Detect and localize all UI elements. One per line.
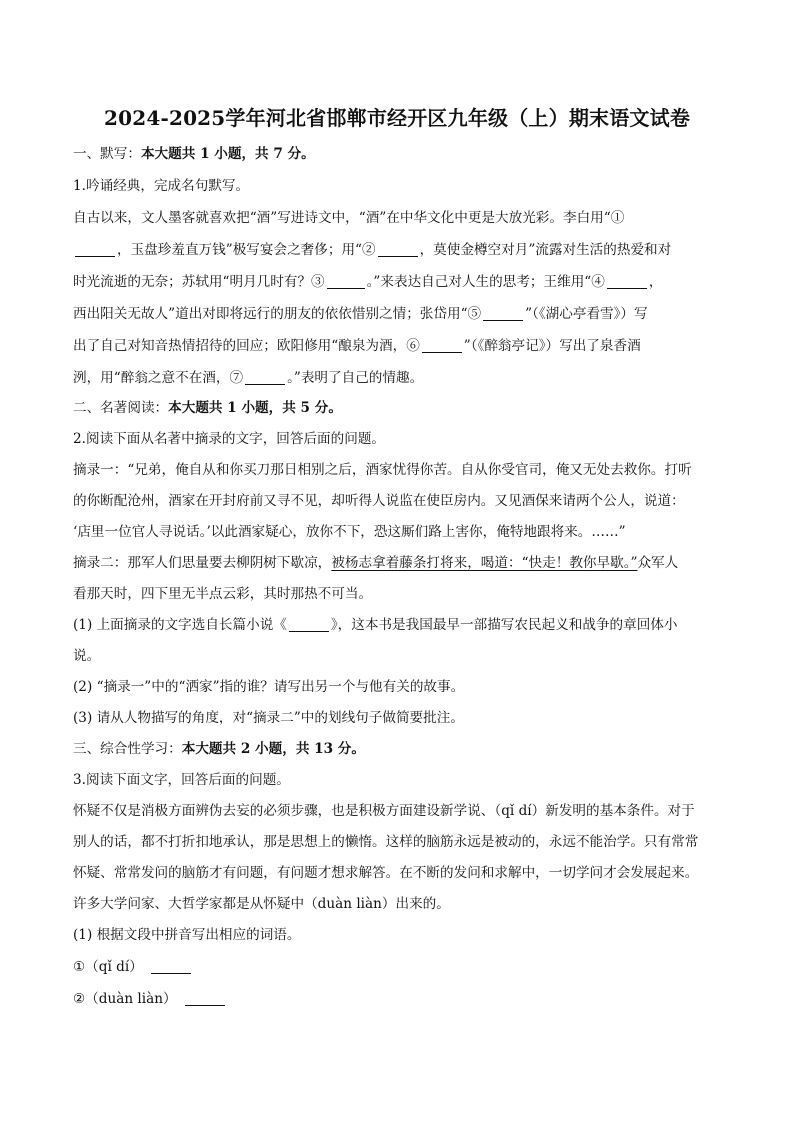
section-3-heading [73, 739, 721, 759]
section-1-label: 一、默写： [73, 146, 141, 162]
excerpt-2-line-1: 摘录二：那军人们思量要去柳阴树下歇凉，被杨志拿着藤条打将来，喝道：“快走！教你早歇。”众军人 [73, 555, 679, 571]
answer-blank-7[interactable] [245, 370, 285, 385]
subquestion-2-3: (3) 请从人物描写的角度，对“摘录二”中的划线句子做简要批注。 [73, 710, 464, 726]
answer-blank-1[interactable] [75, 242, 115, 257]
answer-line-1: ①（qǐ dí） [73, 957, 721, 977]
answer-blank-4[interactable] [607, 274, 647, 289]
page-title: 2024-2025学年河北省邯郸市经开区九年级（上）期末语文试卷 [103, 106, 691, 130]
q1-para-line-5: 出了自己对知音热情招待的回应；欧阳修用“酿泉为酒，⑥ ”（《醉翁亭记》）写出了泉香酒 [73, 338, 641, 354]
excerpt-2-line-2: 看那天时，四下里无半点云彩，其时那热不可当。 [73, 586, 373, 602]
underlined-sentence: 被杨志拿着藤条打将来，喝道：“快走！教你早歇。” [331, 555, 638, 571]
q3-para-line-3: 怀疑、常常发问的脑筋才有问题，有问题才想求解答。在不断的发问和求解中，一切学问才会发展起来。 [73, 865, 699, 881]
q1-para-line-3: 时光流逝的无奈；苏轼用“明月几时有？③ 。”来表达自己对人生的思考；王维用“④ ， [73, 274, 663, 290]
excerpt-1-line-1: 摘录一：“兄弟，俺自从和你买刀那日相别之后，酒家忧得你苦。自从你受官司，俺又无处去救你。打听 [73, 462, 692, 478]
subquestion-2-1: (1) 上面摘录的文字选自长篇小说《 》，这本书是我国最早一部描写农民起义和战争的章回体小 [73, 617, 678, 633]
answer-line-2: ②（duàn liàn） [73, 989, 721, 1009]
q1-para-line-2: ，玉盘珍羞直万钱”极写宴会之奢侈；用“② ，莫使金樽空对月”流露对生活的热爱和对 [73, 240, 721, 260]
answer-blank-6[interactable] [422, 338, 462, 353]
q3-para-line-2: 别人的话，都不打折扣地承认，那是思想上的懒惰。这样的脑筋永远是被动的，永远不能治学。只有常常 [73, 834, 699, 850]
section-3-desc: 本大题共 2 小题，共 13 分。 [181, 741, 365, 757]
q3-para-line-4: 许多大学问家、大哲学家都是从怀疑中（duàn liàn）出来的。 [73, 896, 450, 912]
answer-blank-5[interactable] [483, 306, 523, 321]
answer-blank-2[interactable] [378, 242, 418, 257]
question-2: 2.阅读下面从名著中摘录的文字，回答后面的问题。 [73, 431, 386, 447]
section-1-heading [73, 144, 721, 164]
answer-blank-qidi[interactable] [151, 959, 191, 974]
section-2-desc: 本大题共 1 小题，共 5 分。 [168, 400, 342, 416]
section-1-desc: 本大题共 1 小题，共 7 分。 [140, 146, 315, 162]
subquestion-2-2: (2) “摘录一”中的“洒家”指的谁？请写出另一个与他有关的故事。 [73, 679, 465, 695]
question-3: 3.阅读下面文字，回答后面的问题。 [73, 772, 290, 788]
question-1: 1.吟诵经典，完成名句默写。 [73, 178, 250, 194]
subquestion-2-1-cont: 说。 [73, 648, 101, 664]
answer-blank-duanlian[interactable] [185, 991, 225, 1006]
section-3-label: 三、综合性学习： [73, 741, 182, 757]
excerpt-1-line-2: 的你断配沧州，酒家在开封府前又寻不见，却听得人说监在使臣房内。又见酒保来请两个公人，说道： [73, 493, 685, 509]
q1-para-line-6: 洌，用“醉翁之意不在酒，⑦ 。”表明了自己的情趣。 [73, 370, 424, 386]
subquestion-3-1: (1) 根据文段中拼音写出相应的词语。 [73, 927, 301, 943]
q1-para-line-1: 自古以来，文人墨客就喜欢把“酒”写进诗文中，“酒”在中华文化中更是大放光彩。李白用“① [73, 210, 625, 226]
answer-blank-3[interactable] [327, 274, 365, 289]
answer-blank-novel[interactable] [289, 617, 329, 632]
section-2-heading [73, 398, 721, 418]
q3-para-line-1: 怀疑不仅是消极方面辨伪去妄的必须步骤，也是积极方面建设新学说、（qǐ dí）新发明的基本条件。对于 [73, 803, 695, 819]
q1-para-line-4: 西出阳关无故人”道出对即将远行的朋友的依依惜别之情；张岱用“⑤ ”（《湖心亭看雪》）写 [73, 306, 648, 322]
excerpt-1-line-3: ‘店里一位官人寻说话。’以此酒家疑心，放你不下，恐这厮们路上害你，俺特地跟将来。……” [73, 524, 626, 540]
section-2-label: 二、名著阅读： [73, 400, 169, 416]
